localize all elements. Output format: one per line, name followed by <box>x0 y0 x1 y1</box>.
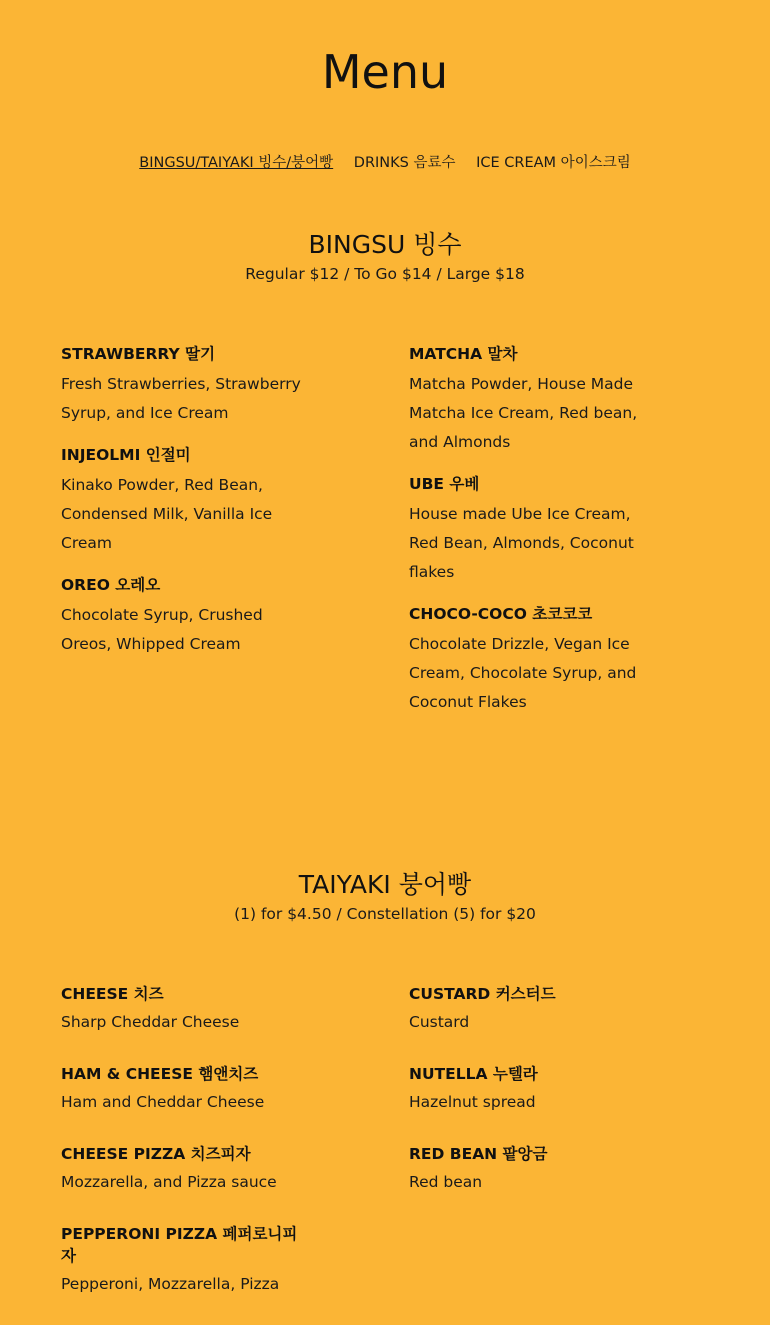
menu-item-description: Custard <box>409 1013 470 1031</box>
page-title: Menu <box>321 45 449 99</box>
menu-item-name: OREO 오레오 <box>61 576 161 594</box>
nav-link-bingsu-taiyaki[interactable]: BINGSU/TAIYAKI 빙수/붕어빵 <box>139 155 334 171</box>
menu-item-description: Ham and Cheddar Cheese <box>61 1093 265 1111</box>
menu-item-name: PEPPERONI PIZZA 페퍼로니피자 <box>61 1225 298 1265</box>
menu-item-name: CHOCO-COCO 초코코코 <box>409 605 593 623</box>
bingsu-right-column <box>409 343 649 733</box>
menu-item-name: RED BEAN 팥앙금 <box>409 1145 548 1163</box>
taiyaki-right-column <box>409 983 649 1223</box>
bingsu-section <box>0 229 770 285</box>
menu-item <box>409 1143 649 1194</box>
menu-item-name: MATCHA 말차 <box>409 345 518 363</box>
menu-item-name: UBE 우베 <box>409 475 480 493</box>
menu-item <box>409 983 649 1034</box>
menu-item-description: House made Ube Ice Cream, Red Bean, Almonds, Coconut flakes <box>409 505 634 581</box>
bingsu-price-info: Regular $12 / To Go $14 / Large $18 <box>245 265 525 283</box>
menu-item-description: Matcha Powder, House Made Matcha Ice Cream, Red bean, and Almonds <box>409 375 638 451</box>
bingsu-section-title: BINGSU 빙수 <box>308 230 462 259</box>
menu-item <box>61 574 311 659</box>
taiyaki-section-title: TAIYAKI 붕어빵 <box>298 870 472 899</box>
taiyaki-section <box>0 869 770 925</box>
menu-item-name: CHEESE PIZZA 치즈피자 <box>61 1145 251 1163</box>
menu-item-description: Mozzarella, and Pizza sauce <box>61 1173 277 1191</box>
menu-item <box>61 1063 311 1114</box>
taiyaki-price-info: (1) for $4.50 / Constellation (5) for $20 <box>234 905 536 923</box>
menu-category-nav <box>0 153 770 173</box>
menu-item-description: Pepperoni, Mozzarella, Pizza <box>61 1275 280 1293</box>
menu-item <box>61 1223 311 1296</box>
menu-item-description: Chocolate Drizzle, Vegan Ice Cream, Chocolate Syrup, and Coconut Flakes <box>409 635 637 711</box>
menu-item <box>61 983 311 1034</box>
menu-item-description: Kinako Powder, Red Bean, Condensed Milk, Vanilla Ice Cream <box>61 476 273 552</box>
menu-item <box>409 1063 649 1114</box>
menu-item-description: Chocolate Syrup, Crushed Oreos, Whipped Cream <box>61 606 263 653</box>
taiyaki-left-column <box>61 983 311 1325</box>
menu-item-name: STRAWBERRY 딸기 <box>61 345 216 363</box>
menu-item-name: CHEESE 치즈 <box>61 985 164 1003</box>
menu-item <box>61 343 311 428</box>
menu-item <box>409 343 649 457</box>
menu-item-name: NUTELLA 누텔라 <box>409 1065 538 1083</box>
menu-item <box>409 603 649 717</box>
menu-item-name: HAM & CHEESE 햄앤치즈 <box>61 1065 259 1083</box>
menu-item-description: Red bean <box>409 1173 483 1191</box>
menu-item <box>61 444 311 558</box>
menu-item <box>409 473 649 587</box>
bingsu-left-column <box>61 343 311 675</box>
menu-item <box>61 1143 311 1194</box>
menu-item-name: CUSTARD 커스터드 <box>409 985 556 1003</box>
nav-link-drinks[interactable]: DRINKS 음료수 <box>353 155 456 171</box>
menu-item-name: INJEOLMI 인절미 <box>61 446 191 464</box>
menu-item-description: Sharp Cheddar Cheese <box>61 1013 240 1031</box>
menu-item-description: Fresh Strawberries, Strawberry Syrup, and Ice Cream <box>61 375 301 422</box>
nav-link-ice-cream[interactable]: ICE CREAM 아이스크림 <box>476 155 631 171</box>
menu-item-description: Hazelnut spread <box>409 1093 536 1111</box>
